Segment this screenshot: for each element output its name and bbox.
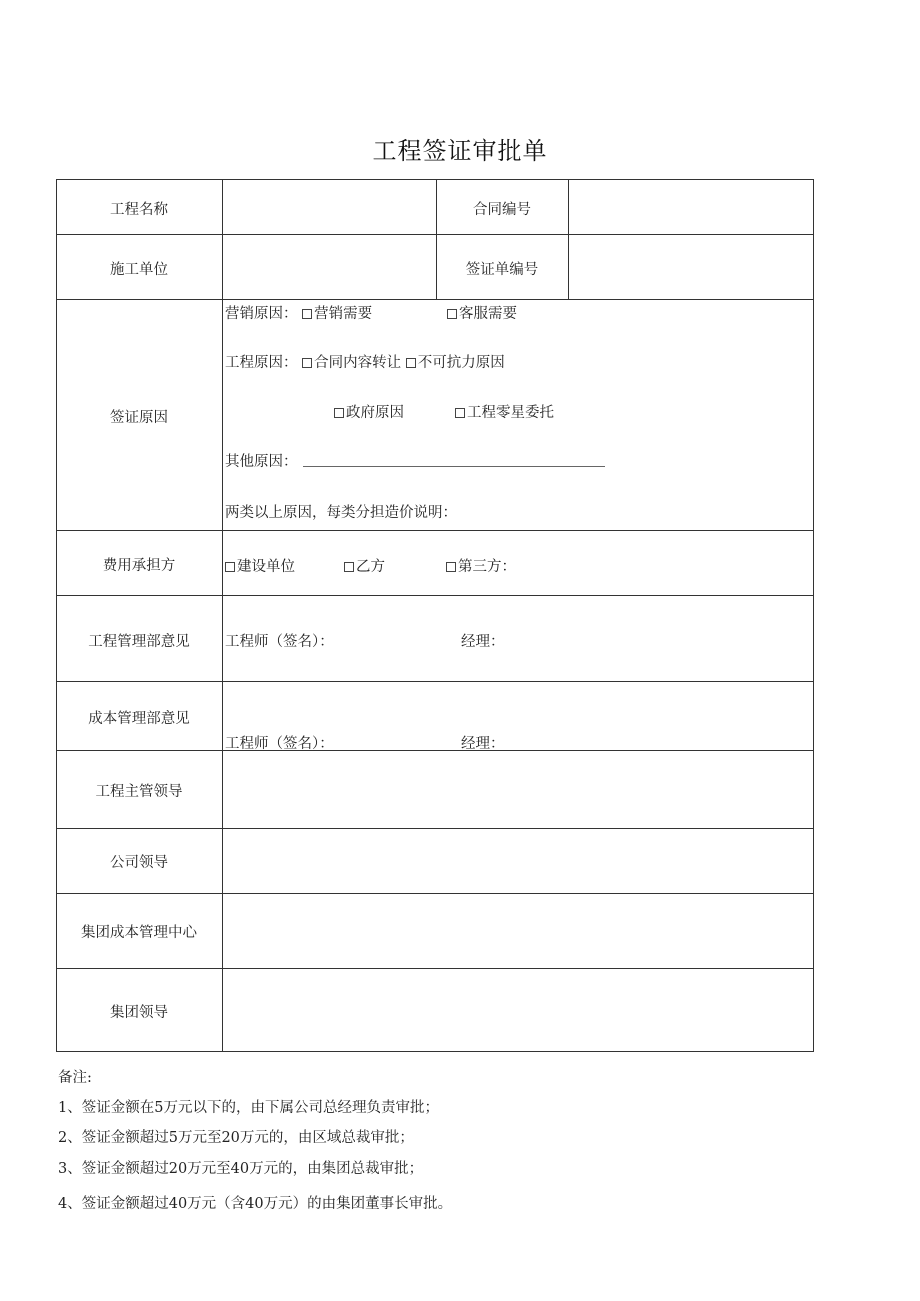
third-party-label: 第三方： [458, 559, 516, 575]
customer-service-option [447, 302, 517, 323]
note-item: 2、签证金额超过5万元至20万元的，由区域总裁审批； [58, 1130, 414, 1146]
government-option [334, 401, 404, 422]
page-title: 工程签证审批单 [372, 137, 548, 165]
group-cost-center-label: 集团成本管理中心 [81, 925, 197, 941]
cost-bearer-owner [225, 555, 295, 576]
table-divider [222, 179, 223, 1052]
group-leader-label: 集团领导 [110, 1005, 168, 1021]
table-border [56, 179, 814, 180]
project-name-label: 工程名称 [110, 202, 168, 218]
table-divider [56, 595, 814, 596]
eng-dept-manager-sign: 经理： [461, 634, 505, 650]
other-reason-input[interactable] [303, 466, 605, 467]
engineering-reason [225, 351, 505, 372]
table-divider [568, 179, 569, 299]
cost-bearer-party-b [344, 555, 385, 576]
other-reason-label: 其他原因： [225, 454, 298, 470]
checkbox-third-party[interactable] [446, 562, 456, 572]
marketing-need-label: 营销需要 [314, 306, 373, 322]
checkbox-marketing-need[interactable] [302, 309, 312, 319]
eng-leader-label: 工程主管领导 [95, 784, 183, 800]
cost-bearer-label: 费用承担方 [102, 558, 176, 574]
checkbox-force-majeure[interactable] [406, 358, 416, 368]
table-divider [56, 968, 814, 969]
notes-heading: 备注: [58, 1070, 92, 1086]
contract-transfer-label: 合同内容转让 [314, 355, 402, 371]
sporadic-label: 工程零星委托 [467, 405, 554, 421]
note-item: 3、签证金额超过20万元至40万元的，由集团总裁审批； [58, 1161, 424, 1177]
cost-bearer-third-party [446, 555, 516, 576]
cost-dept-manager-sign: 经理： [461, 736, 505, 752]
note-item: 1、签证金额在5万元以下的，由下属公司总经理负责审批； [58, 1100, 439, 1116]
contract-number-label: 合同编号 [473, 202, 531, 218]
owner-label: 建设单位 [237, 559, 295, 575]
party-b-label: 乙方 [356, 559, 385, 575]
table-border [56, 1051, 814, 1052]
marketing-prefix: 营销原因： [225, 306, 298, 322]
table-divider [56, 893, 814, 894]
eng-dept-label: 工程管理部意见 [88, 634, 190, 650]
checkbox-customer-service[interactable] [447, 309, 457, 319]
note-item: 4、签证金额超过40万元（含40万元）的由集团董事长审批。 [58, 1196, 453, 1212]
engineering-prefix: 工程原因： [225, 355, 298, 371]
table-divider [56, 681, 814, 682]
cost-dept-engineer-sign: 工程师（签名）： [225, 736, 334, 752]
table-divider [56, 828, 814, 829]
company-leader-label: 公司领导 [110, 855, 168, 871]
table-divider [56, 234, 814, 235]
checkbox-contract-transfer[interactable] [302, 358, 312, 368]
visa-number-label: 签证单编号 [465, 262, 539, 278]
table-divider [56, 750, 814, 751]
table-divider [56, 530, 814, 531]
checkbox-government[interactable] [334, 408, 344, 418]
eng-dept-engineer-sign: 工程师（签名）： [225, 634, 334, 650]
table-divider [56, 299, 814, 300]
force-majeure-label: 不可抗力原因 [417, 355, 505, 371]
checkbox-sporadic[interactable] [455, 408, 465, 418]
checkbox-owner[interactable] [225, 562, 235, 572]
government-label: 政府原因 [346, 405, 404, 421]
cost-dept-label: 成本管理部意见 [88, 711, 190, 727]
customer-service-label: 客服需要 [459, 306, 517, 322]
visa-reason-label: 签证原因 [110, 410, 168, 426]
table-divider [436, 179, 437, 299]
sporadic-option [455, 401, 554, 422]
checkbox-party-b[interactable] [344, 562, 354, 572]
marketing-reason [225, 302, 372, 323]
table-border [813, 179, 814, 1052]
contractor-label: 施工单位 [110, 262, 168, 278]
multi-reason-label: 两类以上原因，每类分担造价说明： [225, 505, 457, 521]
